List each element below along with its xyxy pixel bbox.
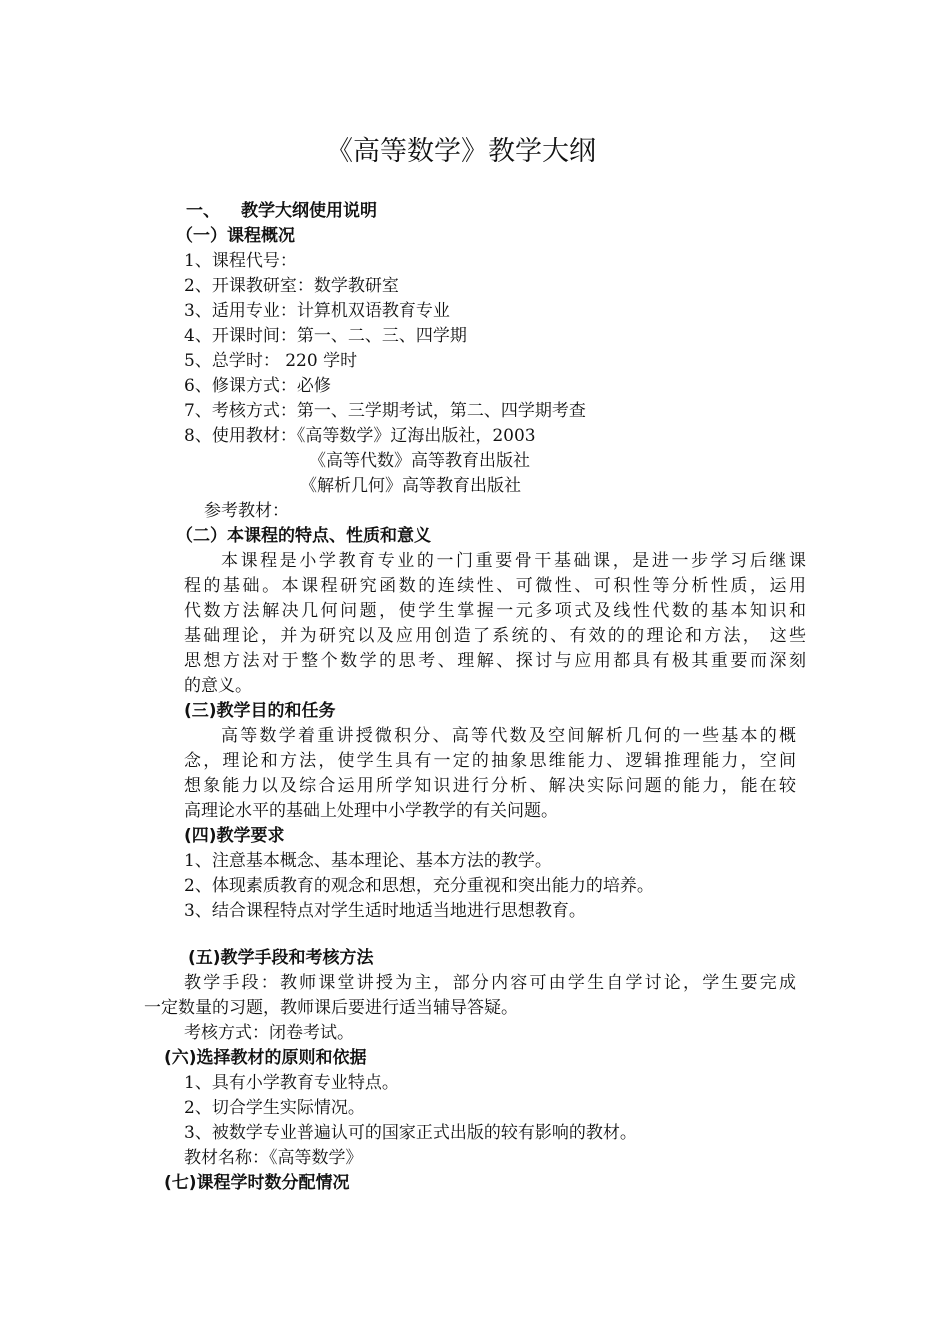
list-item: 3、结合课程特点对学生适时地适当地进行思想教育。: [184, 901, 586, 921]
list-item: 3、被数学专业普遍认可的国家正式出版的较有影响的教材。: [184, 1123, 637, 1143]
subsection-heading-methods: (五)教学手段和考核方法: [188, 948, 374, 968]
list-item: 7、考核方式：第一、三学期考试，第二、四学期考查: [184, 401, 586, 421]
subsection-heading-features: （二）本课程的特点、性质和意义: [176, 526, 431, 546]
list-item: 4、开课时间：第一、二、三、四学期: [184, 326, 467, 346]
list-item: 1、课程代号：: [184, 251, 297, 271]
paragraph-line: 高等数学着重讲授微积分、高等代数及空间解析几何的一些基本的概: [221, 726, 796, 746]
section-number: 一、: [186, 201, 220, 221]
list-item: 5、总学时： 220 学时: [184, 351, 358, 371]
paragraph-line: 一定数量的习题，教师课后要进行适当辅导答疑。: [144, 998, 518, 1018]
list-item: 1、注意基本概念、基本理论、基本方法的教学。: [184, 851, 552, 871]
paragraph-line: 高理论水平的基础上处理中小学教学的有关问题。: [184, 801, 558, 821]
paragraph-line: 想象能力以及综合运用所学知识进行分析、解决实际问题的能力，能在较: [184, 776, 796, 796]
paragraph-line: 基础理论，并为研究以及应用创造了系统的、有效的的理论和方法， 这些: [184, 626, 806, 646]
list-item: 2、开课教研室：数学教研室: [184, 276, 399, 296]
subsection-heading-overview: （一）课程概况: [176, 226, 295, 246]
subsection-heading-goals: (三)教学目的和任务: [184, 701, 336, 721]
paragraph-line: 教学手段：教师课堂讲授为主，部分内容可由学生自学讨论，学生要完成: [184, 973, 796, 993]
paragraph-line: 本课程是小学教育专业的一门重要骨干基础课，是进一步学习后继课: [221, 551, 806, 571]
paragraph-line: 代数方法解决几何问题，使学生掌握一元多项式及线性代数的基本知识和: [184, 601, 806, 621]
list-item: 8、使用教材：《高等数学》辽海出版社，2003: [184, 426, 536, 446]
textbook-line: 《解析几何》高等教育出版社: [300, 476, 521, 496]
subsection-heading-hours: (七)课程学时数分配情况: [164, 1173, 350, 1193]
section-heading: 教学大纲使用说明: [241, 201, 377, 221]
textbook-name: 教材名称：《高等数学》: [184, 1148, 363, 1168]
page-title: 《高等数学》教学大纲: [326, 136, 596, 167]
list-item: 2、体现素质教育的观念和思想，充分重视和突出能力的培养。: [184, 876, 654, 896]
paragraph-line: 思想方法对于整个数学的思考、理解、探讨与应用都具有极其重要而深刻: [184, 651, 806, 671]
list-item: 2、切合学生实际情况。: [184, 1098, 365, 1118]
subsection-heading-textbook: (六)选择教材的原则和依据: [164, 1048, 367, 1068]
textbook-line: 《高等代数》高等教育出版社: [309, 451, 530, 471]
list-item: 3、适用专业：计算机双语教育专业: [184, 301, 450, 321]
paragraph-line: 考核方式：闭卷考试。: [184, 1023, 354, 1043]
list-item: 1、具有小学教育专业特点。: [184, 1073, 399, 1093]
reference-textbook-label: 参考教材：: [204, 501, 289, 521]
paragraph-line: 的意义。: [184, 676, 252, 696]
list-item: 6、修课方式：必修: [184, 376, 331, 396]
paragraph-line: 念，理论和方法，使学生具有一定的抽象思维能力、逻辑推理能力，空间: [184, 751, 796, 771]
subsection-heading-requirements: (四)教学要求: [184, 826, 285, 846]
paragraph-line: 程的基础。本课程研究函数的连续性、可微性、可积性等分析性质，运用: [184, 576, 806, 596]
